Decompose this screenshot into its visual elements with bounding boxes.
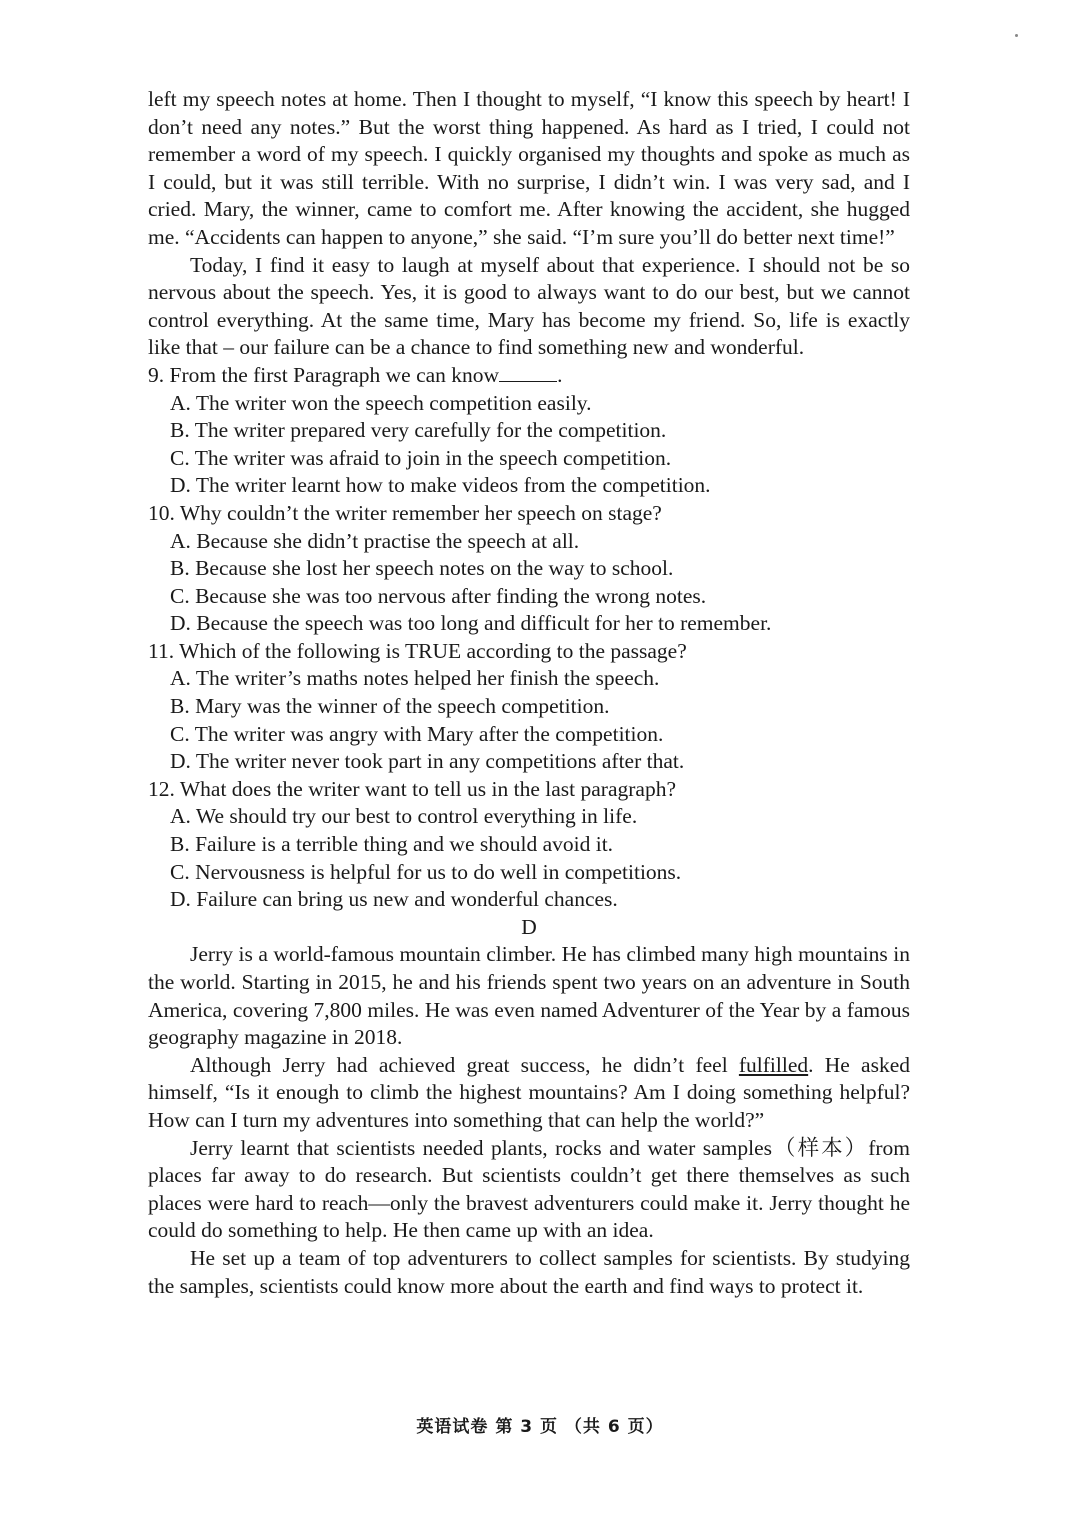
question-11-option-a: A. The writer’s maths notes helped her finish the speech. (170, 666, 660, 691)
passage-c-paragraph-last: Today, I find it easy to laugh at myself about that experience. I should not be so nervous about the speech. Yes, it is good to always want to do our best, but we cannot control everything. At the same time, Mary has become my friend. So, life is exactly like that – our failure can be a chance to find something new and wonderful. (148, 252, 910, 360)
question-12-option-d: D. Failure can bring us new and wonderful chances. (170, 887, 618, 912)
exam-page-body (148, 86, 910, 1300)
question-12-option-c: C. Nervousness is helpful for us to do well in competitions. (170, 859, 682, 884)
question-12-stem: 12. What does the writer want to tell us in the last paragraph? (148, 776, 676, 801)
page-footer: 英语试卷 第 3 页 （共 6 页） (416, 1417, 664, 1437)
question-10-option-a: A. Because she didn’t practise the speech at all. (170, 528, 580, 553)
passage-c-paragraph-continued: left my speech notes at home. Then I thought to myself, “I know this speech by heart! I don’t need any notes.” But the worst thing happened. As hard as I tried, I could not remember a word of my speech. I quickly organised my thoughts and spoke as much as I could, but it was still terrible. With no surprise, I didn’t win. I was very sad, and I cried. Mary, the winner, came to comfort me. After knowing the accident, she hugged me. “Accidents can happen to anyone,” she said. “I’m sure you’ll do better next time!” (148, 87, 910, 249)
passage-d-title: D (521, 914, 537, 939)
question-11-option-d: D. The writer never took part in any competitions after that. (170, 749, 685, 774)
answer-blank (499, 363, 557, 382)
question-10-option-c: C. Because she was too nervous after finding the wrong notes. (170, 583, 707, 608)
question-12-option-b: B. Failure is a terrible thing and we should avoid it. (170, 832, 614, 857)
question-11-stem: 11. Which of the following is TRUE according to the passage? (148, 638, 687, 663)
underlined-word-fulfilled: fulfilled (738, 1052, 809, 1077)
question-9-option-a: A. The writer won the speech competition easily. (170, 390, 592, 415)
passage-d-paragraph-2 (148, 1052, 910, 1135)
question-10-stem: 10. Why couldn’t the writer remember her speech on stage? (148, 500, 662, 525)
scan-mark (1015, 34, 1018, 37)
question-9-option-b: B. The writer prepared very carefully for the competition. (170, 418, 667, 443)
question-12-option-a: A. We should try our best to control everything in life. (170, 804, 638, 829)
question-9-suffix: . (557, 362, 563, 387)
question-9-stem (148, 362, 910, 390)
question-10-option-d: D. Because the speech was too long and difficult for her to remember. (170, 611, 772, 636)
passage-d-paragraph-3: Jerry learnt that scientists needed plants, rocks and water samples（样本）from places far away to do research. But scientists couldn’t get there themselves as such places were hard to reach—only the bravest adventurers could make it. Jerry thought he could do something to help. He then came up with an idea. (148, 1135, 910, 1243)
question-10-option-b: B. Because she lost her speech notes on the way to school. (170, 556, 674, 581)
question-9-option-c: C. The writer was afraid to join in the speech competition. (170, 445, 672, 470)
question-11-option-b: B. Mary was the winner of the speech competition. (170, 694, 610, 719)
passage-d-p2-before: Although Jerry had achieved great success, he didn’t feel (190, 1052, 739, 1077)
question-9-text: 9. From the first Paragraph we can know (148, 362, 500, 387)
question-11-option-c: C. The writer was angry with Mary after the competition. (170, 721, 664, 746)
passage-d-p2-after: . He asked himself, “Is it enough to climb the highest mountains? Am I doing something helpful? How can I turn my adventures into something that can help the world?” (148, 1052, 910, 1132)
question-9-option-d: D. The writer learnt how to make videos from the competition. (170, 473, 711, 498)
passage-d-paragraph-1: Jerry is a world-famous mountain climber. He has climbed many high mountains in the world. Starting in 2015, he and his friends spent two years on an adventure in South America, covering 7,800 miles. He was even named Adventurer of the Year by a famous geography magazine in 2018. (148, 942, 910, 1050)
passage-d-paragraph-4: He set up a team of top adventurers to collect samples for scientists. By studying the samples, scientists could know more about the earth and find ways to protect it. (148, 1245, 910, 1298)
